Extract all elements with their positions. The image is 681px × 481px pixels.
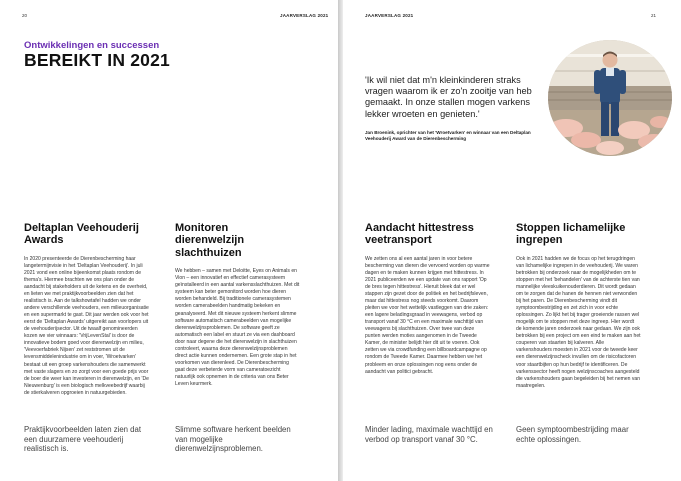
page-title: BEREIKT IN 2021 bbox=[24, 50, 170, 70]
running-head: JAARVERSLAG 2021 bbox=[365, 13, 414, 18]
section-kicker: Ontwikkelingen en successen bbox=[24, 40, 160, 51]
article-heading: Aandacht hittestress veetransport bbox=[365, 222, 474, 247]
right-page bbox=[343, 0, 681, 481]
article-body: In 2020 presenteerde de Dierenbescherming haar langetermijnvisie in het 'Deltaplan Veehouderij'. In juli 2021 vond een online bijeenkomst plaats rondom de thema's. Hiermee brachten we ons plan onder de aandacht bij stakeholders uit de ketens en de overheid, en lieten we met praktijkvoorbeelden zien dat het realistisch is. Aan de talkshowtafel hadden we onder andere verschillende veehouders, een milieuorganisatie en een supermarkt te gast. Dit jaar werden ook voor het eerst de 'Deltaplan Awards' uitgereikt aan voorlopers uit de veehouderijsector. Uit de twaalf genomineerden kozen we vier winnaars: 'VrijLevenStal' is door de innovatieve bodem goed voor dierenwelzijn en milieu, 'Veevoerfabriek Nijsen' zet reststromen uit de levensmiddelenindustrie om in voer, 'Wroetvarken' bestaat uit een groep varkenshouders die samenwerkt met vaste slagers en zo zorgt voor een goede prijs voor de boer die weer kan investeren in dierenwelzijn, en 'De Nieuwenburg' is een biologisch melkveebedrijf waarbij de stierkalveren opgroeien in natuurgebieden. bbox=[24, 255, 149, 396]
quote-attribution: Jan Broenink, oprichter van het 'Wroetvarken' en winnaar van een Deltaplan Veehouderij Award van de Dierenbescherming bbox=[365, 130, 531, 142]
article-body: We zetten ons al een aantal jaren in voor betere bescherming van dieren die vervoerd worden op warme dagen en te maken kunnen krijgen met hittestress. In 2021 publiceerden we een update van ons rapport 'Op de bres tegen hittestress'. Hieruit bleek dat er wel stappen zijn gezet door de politiek en het bedrijfsleven, maar dat hittestress nog steeds voorkomt. Daarom pleiten we voor het wettelijk vastleggen van drie zaken: een lagere beladingsgraad in veewagens, verbod op transport vanaf 30 °C en een maximale wachttijd van veewagens bij slachthuizen. Over twee van deze punten werden moties aangenomen in de Tweede Kamer, de minister belijdt hier dit uit te voeren. Ook zetten we via crowdfunding een billboardcampagne op rondom de Tweede Kamer. Daarmee hebben we het probleem en onze oplossingen nog eens onder de aandacht van politici gebracht. bbox=[365, 255, 490, 375]
article-slachthuizen bbox=[175, 222, 300, 388]
farmer-with-pigs-photo bbox=[548, 40, 672, 156]
article-ingrepen bbox=[516, 222, 641, 390]
pull-quote: 'Ik wil niet dat m'n kleinkinderen straks vragen waarom ik er zo'n zooitje van heb gemaakt. In onze stallen mogen varkens lekker wroeten en genieten.' bbox=[365, 75, 532, 119]
farmer-with-pigs-illustration bbox=[548, 40, 672, 156]
left-page bbox=[0, 0, 338, 481]
page-number: 20 bbox=[22, 13, 28, 18]
article-tagline: Praktijkvoorbeelden laten zien dat een duurzamere veehouderij realistisch is. bbox=[24, 425, 142, 454]
article-body: We hebben – samen met Deloitte, Eyes on Animals en Vion – een innovatief en effectief camerasysteem geïnstalleerd in een aantal varkensslachthuizen. Met dit systeem kan beter gemonitord worden hoe dieren worden behandeld. Bij traditionele camerasystemen worden camerabeelden handmatig bekeken en geanalyseerd. Met dit nieuwe systeem herkent slimme software automatisch camerabeelden van mogelijke dierenwelzijnsproblemen. De software geeft ze automatisch een label en stuurt ze via een dashboard door naar degene die het dierenwelzijn in slachthuizen controleert, waarna deze dierenwelzijnsproblemen direct actie kunnen ondernemen. Een grote stap in het voorkomen van dierenleed. De Dierenbescherming gaat deze verbeterde vorm van cameratoezicht natuurlijk ook opnemen in de criteria van ons Beter Leven keurmerk. bbox=[175, 268, 300, 387]
article-deltaplan bbox=[24, 222, 149, 397]
article-body: Ook in 2021 hadden we de focus op het terugdringen van lichamelijke ingrepen in de veehouderij. We waren betrokken bij onderzoek naar de mogelijkheden om te stoppen met het 'behandelen' van de achterste tien van mannelijke vleeskuikenouderdieren. Dit wordt gedaan om te zorgen dat de hanen de hennen niet verwonden bij het paren. De Dierenbescherming vindt dit symptoombestrijding en zet zich in voor echte oplossingen. Zo lijkt het bij trager groeiende rassen wel mogelijk om te stoppen met deze ingreep. Hier wordt de komende jaren onderzoek naar gedaan. We zijn ook betrokken bij een project om een eind te maken aan het couperen van staarten bij kalveren. Alle varkenshouders moesten in 2021 voor de tweede keer een dierenwelzijnscheck invullen om de risicofactoren voor staartbijten op hun bedrijf te identificeren. De varkenssector heeft nogen welzijnscoaches aangesteld die varkenshouders gaan begeleiden bij het nemen van maatregelen. bbox=[516, 255, 641, 389]
page-number: 21 bbox=[651, 13, 657, 18]
article-tagline: Geen symptoombestrijding maar echte oplossingen. bbox=[516, 425, 629, 444]
article-heading: Stoppen lichamelijke ingrepen bbox=[516, 222, 626, 247]
article-hittestress bbox=[365, 222, 490, 376]
running-head: JAARVERSLAG 2021 bbox=[280, 13, 329, 18]
article-tagline: Minder lading, maximale wachttijd en verbod op transport vanaf 30 °C. bbox=[365, 425, 493, 444]
article-heading: Deltaplan Veehouderij Awards bbox=[24, 222, 139, 247]
article-heading: Monitoren dierenwelzijn slachthuizen bbox=[175, 222, 245, 259]
article-tagline: Slimme software herkent beelden van mogelijke dierenwelzijnsproblemen. bbox=[175, 425, 291, 454]
